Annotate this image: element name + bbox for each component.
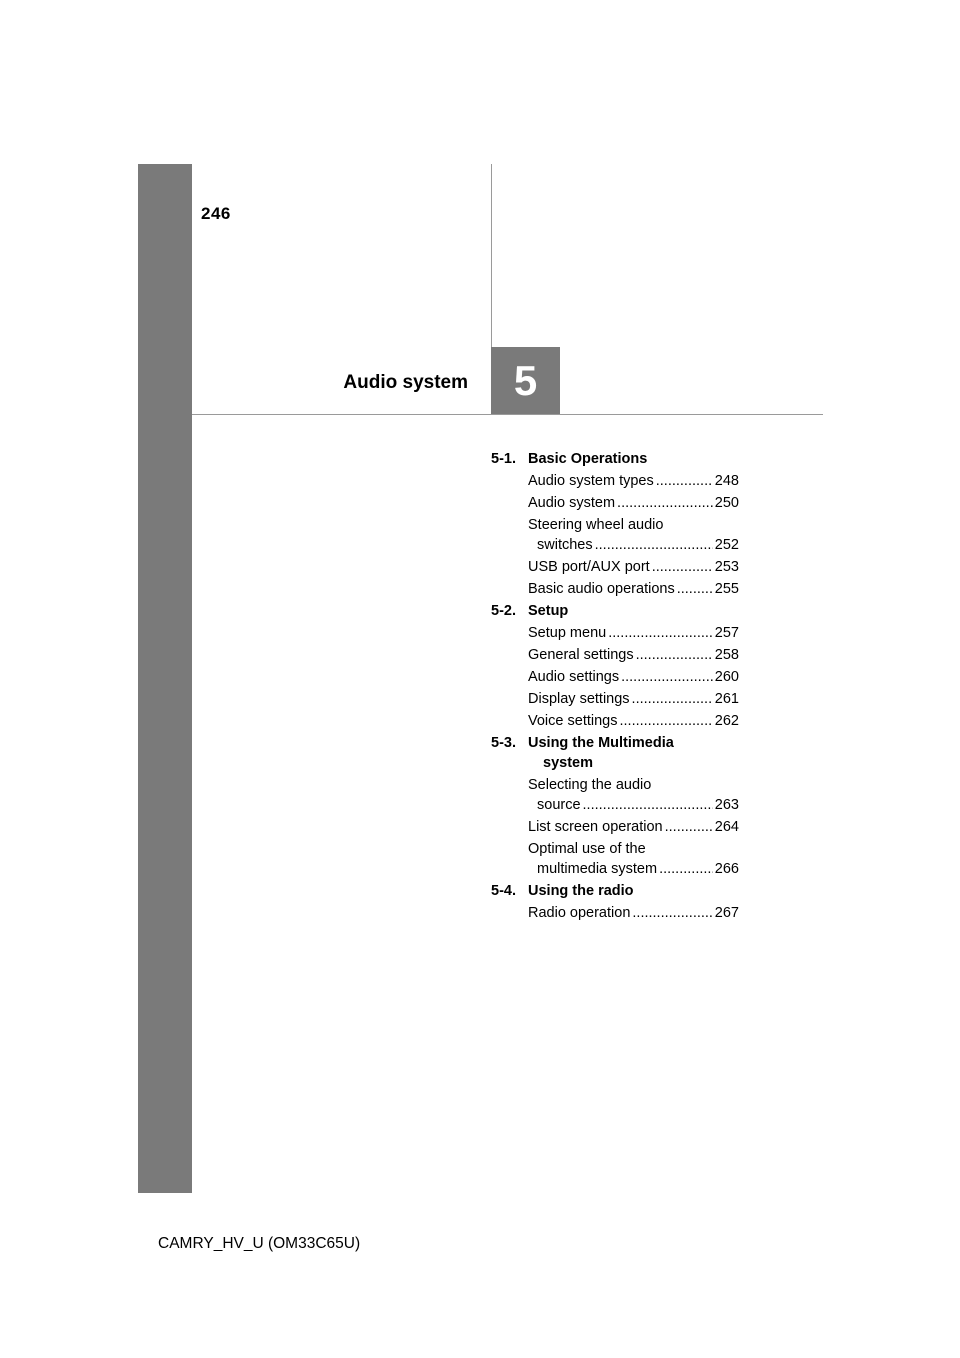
toc-section-title: Setup — [528, 603, 569, 619]
toc-entry-line — [528, 515, 739, 535]
toc-entry-title: General settings — [528, 647, 634, 663]
toc-section-number: 5-1. — [491, 451, 516, 467]
dot-leader — [617, 493, 713, 513]
chapter-number-box: 5 — [491, 347, 560, 414]
dot-leader — [659, 859, 713, 879]
toc-entry[interactable] — [491, 667, 739, 687]
toc-section-heading — [491, 733, 739, 773]
toc-entry-title: Steering wheel audio — [528, 517, 664, 533]
toc-entry-title: USB port/AUX port — [528, 559, 650, 575]
toc-entry-title: Basic audio operations — [528, 581, 675, 597]
toc-section-title-line — [491, 733, 739, 753]
toc-entry-title: Audio settings — [528, 669, 620, 685]
toc-entry-line — [528, 471, 739, 491]
toc-entry-line — [528, 535, 739, 555]
dot-leader — [677, 579, 713, 599]
toc-entry-line — [528, 579, 739, 599]
toc-entry-page: 248 — [714, 473, 739, 489]
toc-entry-line — [528, 903, 739, 923]
vertical-divider — [491, 164, 492, 348]
toc-entry-line — [528, 775, 739, 795]
dot-leader — [656, 471, 713, 491]
toc-entry[interactable] — [491, 817, 739, 837]
toc-section-number: 5-2. — [491, 603, 516, 619]
toc-entry-page: 252 — [714, 537, 739, 553]
dot-leader — [632, 903, 712, 923]
dot-leader — [665, 817, 713, 837]
toc-entry-title: Optimal use of the — [528, 841, 646, 857]
toc-entry-line — [528, 795, 739, 815]
toc-section-title: system — [543, 755, 593, 771]
toc-entry[interactable] — [491, 515, 739, 555]
toc-entry[interactable] — [491, 839, 739, 879]
toc-entry-page: 266 — [714, 861, 739, 877]
dot-leader — [652, 557, 713, 577]
toc-entry-line — [528, 623, 739, 643]
toc-section-heading — [491, 449, 739, 469]
toc-entry-title: Setup menu — [528, 625, 607, 641]
toc-entry-title: switches — [537, 537, 593, 553]
toc-entry[interactable] — [491, 903, 739, 923]
toc-entry[interactable] — [491, 579, 739, 599]
toc-entry[interactable] — [491, 623, 739, 643]
toc-entry[interactable] — [491, 493, 739, 513]
toc-section-title-line — [491, 881, 739, 901]
toc-entry-page: 257 — [714, 625, 739, 641]
toc-entry-page: 262 — [714, 713, 739, 729]
dot-leader — [621, 667, 713, 687]
toc-section-title: Basic Operations — [528, 451, 648, 467]
toc-section-title: Using the radio — [528, 883, 634, 899]
toc-entry-page: 264 — [714, 819, 739, 835]
toc-section-number: 5-4. — [491, 883, 516, 899]
toc-entry-page: 267 — [714, 905, 739, 921]
toc-entry-title: Audio system types — [528, 473, 654, 489]
toc-entry-line — [528, 645, 739, 665]
toc-entry[interactable] — [491, 689, 739, 709]
footer-code: CAMRY_HV_U (OM33C65U) — [158, 1235, 361, 1252]
toc-entry-line — [528, 667, 739, 687]
toc-entry-page: 260 — [714, 669, 739, 685]
toc-section-title: Using the Multimedia — [528, 735, 674, 751]
table-of-contents — [491, 447, 739, 923]
toc-entry-line — [528, 817, 739, 837]
toc-entry-line — [528, 839, 739, 859]
toc-entry[interactable] — [491, 645, 739, 665]
toc-section-heading — [491, 881, 739, 901]
toc-section-title-line — [491, 601, 739, 621]
toc-section-number: 5-3. — [491, 735, 516, 751]
toc-entry-page: 253 — [714, 559, 739, 575]
toc-section-title-line — [491, 449, 739, 469]
toc-entry-title: Voice settings — [528, 713, 618, 729]
toc-entry-line — [528, 689, 739, 709]
horizontal-divider — [192, 414, 823, 415]
dot-leader — [632, 689, 713, 709]
toc-entry-title: Selecting the audio — [528, 777, 652, 793]
toc-entry-line — [528, 557, 739, 577]
dot-leader — [636, 645, 713, 665]
toc-entry[interactable] — [491, 775, 739, 815]
toc-entry-page: 250 — [714, 495, 739, 511]
toc-entry-title: Display settings — [528, 691, 630, 707]
toc-entry[interactable] — [491, 557, 739, 577]
toc-entry-title: multimedia system — [537, 861, 658, 877]
toc-section-heading — [491, 601, 739, 621]
page-number: 246 — [201, 204, 231, 223]
side-tab-bar — [138, 164, 192, 1193]
toc-entry[interactable] — [491, 711, 739, 731]
dot-leader — [608, 623, 713, 643]
dot-leader — [595, 535, 713, 555]
toc-entry[interactable] — [491, 471, 739, 491]
toc-entry-line — [528, 711, 739, 731]
toc-entry-title: Audio system — [528, 495, 616, 511]
toc-entry-page: 263 — [714, 797, 739, 813]
toc-entry-line — [528, 859, 739, 879]
toc-entry-page: 261 — [714, 691, 739, 707]
toc-entry-page: 255 — [714, 581, 739, 597]
toc-entry-title: List screen operation — [528, 819, 663, 835]
section-title: Audio system — [343, 372, 468, 393]
toc-entry-title: Radio operation — [528, 905, 631, 921]
dot-leader — [619, 711, 712, 731]
toc-entry-title: source — [537, 797, 581, 813]
toc-entry-page: 258 — [714, 647, 739, 663]
dot-leader — [583, 795, 713, 815]
toc-entry-line — [528, 493, 739, 513]
